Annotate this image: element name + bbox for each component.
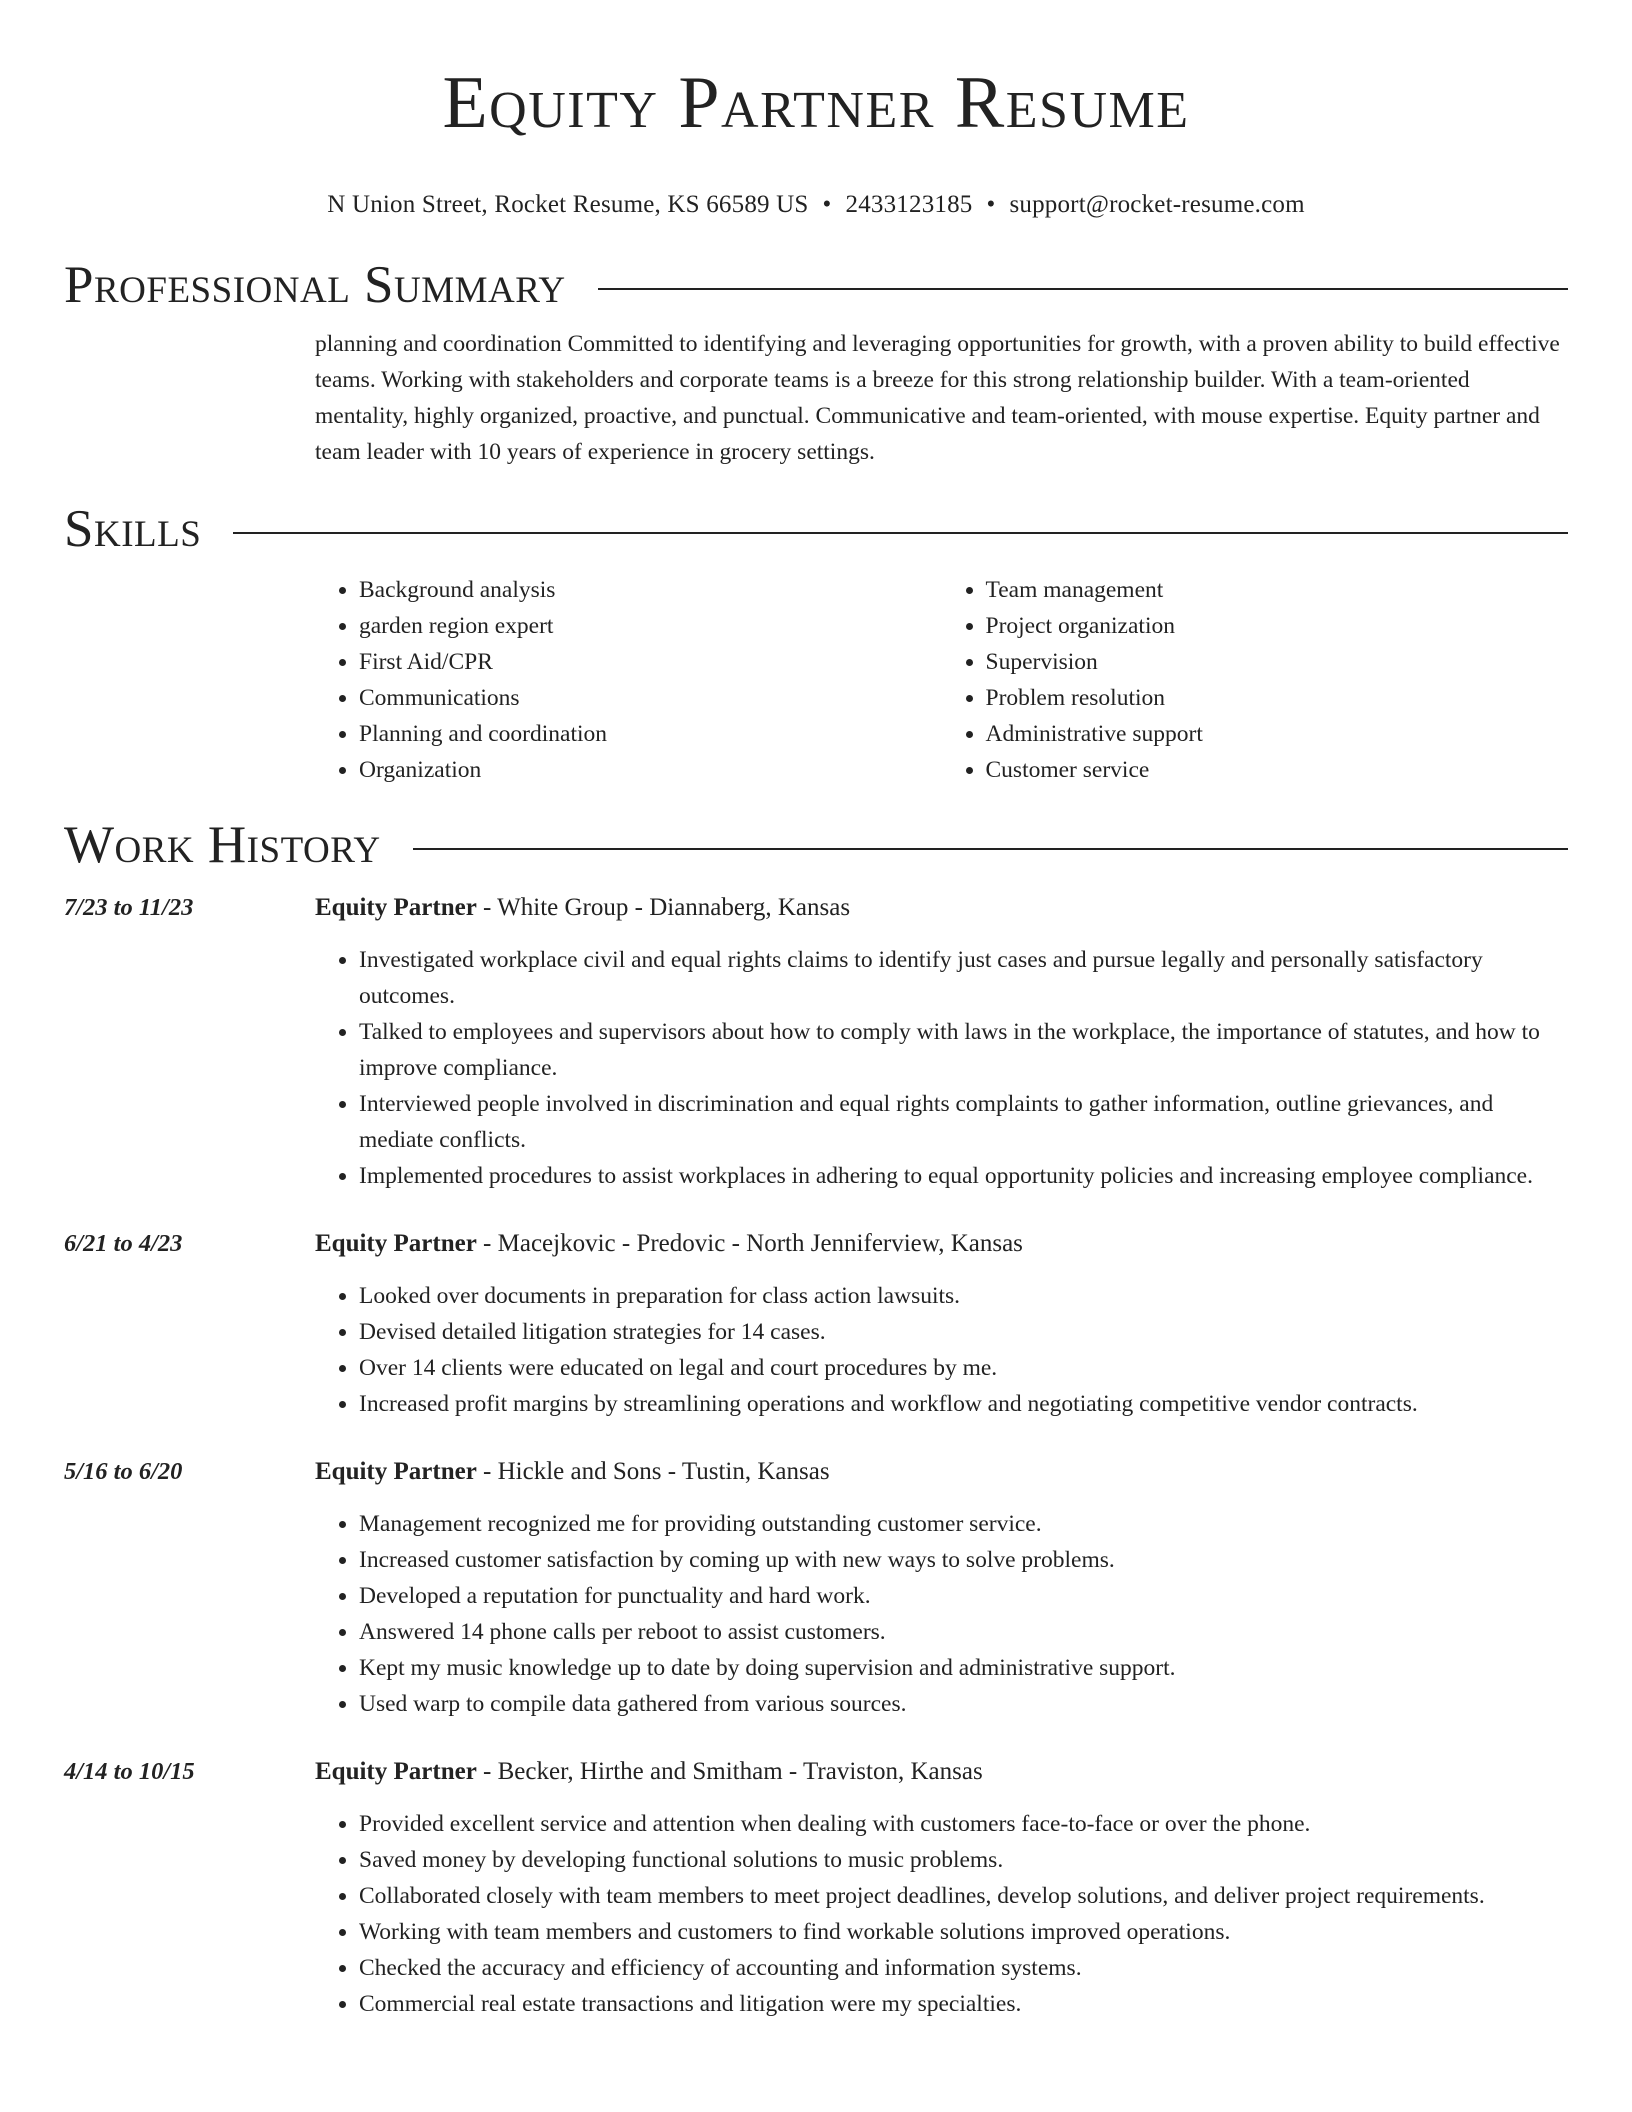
job-title: Equity Partner [315,894,477,921]
job-dates: 4/14 to 10/15 [64,1758,195,1785]
skill-item: • Organization [359,752,942,788]
skill-item: • Problem resolution [986,680,1569,716]
contact-address: N Union Street, Rocket Resume, KS 66589 US [327,191,809,218]
job-employer: - Becker, Hirthe and Smitham - Traviston, Kansas [476,1758,983,1785]
job-bullet: • Over 14 clients were educated on legal and court procedures by me. [359,1350,1568,1386]
job-bullet: • Investigated workplace civil and equal rights claims to identify just cases and pursue legally and personally satisfactory outcomes. [359,942,1568,1014]
job-entry [64,1754,1568,2022]
job-heading [315,1454,1568,1490]
contact-phone: 2433123185 [845,191,973,218]
job-title: Equity Partner [315,1758,477,1785]
resume-title: Equity Partner Resume [442,62,1190,144]
job-dates: 7/23 to 11/23 [64,894,194,921]
job-bullet: • Increased profit margins by streamlining operations and workflow and negotiating competitive vendor contracts. [359,1386,1568,1422]
job-entry [64,1226,1568,1422]
summary-heading: Professional Summary [64,256,566,314]
contact-line [64,190,1568,220]
job-heading [315,1226,1568,1262]
skill-item: • Planning and coordination [359,716,942,752]
job-bullet: • Looked over documents in preparation for class action lawsuits. [359,1278,1568,1314]
job-title: Equity Partner [315,1230,477,1257]
job-bullet: • Used warp to compile data gathered from various sources. [359,1686,1568,1722]
skills-section-header [64,498,1568,560]
job-employer: - White Group - Diannaberg, Kansas [476,894,851,921]
job-bullet: • Implemented procedures to assist workplaces in adhering to equal opportunity policies and increasing employee compliance. [359,1158,1568,1194]
job-bullet: • Devised detailed litigation strategies for 14 cases. [359,1314,1568,1350]
contact-separator: • [822,191,832,218]
job-heading [315,1754,1568,1790]
skills-heading: Skills [64,500,202,558]
job-bullet: • Increased customer satisfaction by coming up with new ways to solve problems. [359,1542,1568,1578]
work-section-header [64,814,1568,876]
job-bullet: • Answered 14 phone calls per reboot to assist customers. [359,1614,1568,1650]
job-dates: 5/16 to 6/20 [64,1458,183,1485]
job-heading [315,890,1568,926]
job-bullet: • Collaborated closely with team members to meet project deadlines, develop solutions, and deliver project requirements. [359,1878,1568,1914]
section-divider [413,848,1568,850]
skill-item: • garden region expert [359,608,942,644]
job-bullet: • Interviewed people involved in discrimination and equal rights complaints to gather information, outline grievances, and mediate conflicts. [359,1086,1568,1158]
job-bullet: • Management recognized me for providing outstanding customer service. [359,1506,1568,1542]
job-employer: - Macejkovic - Predovic - North Jenniferview, Kansas [476,1230,1023,1257]
job-bullet: • Checked the accuracy and efficiency of accounting and information systems. [359,1950,1568,1986]
summary-text: planning and coordination Committed to identifying and leveraging opportunities for growth, with a proven ability to build effective teams. Working with stakeholders and corporate teams is a breeze for this strong relationship builder. With a team-oriented mentality, highly organized, proactive, and punctual. Communicative and team-oriented, with mouse expertise. Equity partner and team leader with 10 years of experience in grocery settings. [315,331,1560,465]
skill-item: • Project organization [986,608,1569,644]
skill-item: • Supervision [986,644,1569,680]
summary-section-header [64,254,1568,316]
skill-item: • Team management [986,572,1569,608]
skill-item: • Customer service [986,752,1569,788]
contact-separator: • [986,191,996,218]
job-bullets [315,942,1568,1194]
job-bullet: • Kept my music knowledge up to date by doing supervision and administrative support. [359,1650,1568,1686]
job-bullet: • Developed a reputation for punctuality and hard work. [359,1578,1568,1614]
skill-item: • Background analysis [359,572,942,608]
resume-page [64,0,1568,2022]
job-bullets [315,1278,1568,1422]
skills-column-right [942,572,1569,788]
skill-item: • First Aid/CPR [359,644,942,680]
job-entry [64,1454,1568,1722]
job-bullets [315,1506,1568,1722]
job-employer: - Hickle and Sons - Tustin, Kansas [476,1458,830,1485]
job-dates: 6/21 to 4/23 [64,1230,183,1257]
job-bullet: • Working with team members and customers to find workable solutions improved operations. [359,1914,1568,1950]
skills-list [315,572,1568,788]
contact-email: support@rocket-resume.com [1009,191,1305,218]
job-bullet: • Saved money by developing functional solutions to music problems. [359,1842,1568,1878]
section-divider [598,288,1568,290]
skill-item: • Administrative support [986,716,1569,752]
job-bullet: • Talked to employees and supervisors about how to comply with laws in the workplace, the importance of statutes, and how to improve compliance. [359,1014,1568,1086]
skills-column-left [315,572,942,788]
section-divider [233,532,1568,534]
job-bullets [315,1806,1568,2022]
skill-item: • Communications [359,680,942,716]
job-bullet: • Commercial real estate transactions and litigation were my specialties. [359,1986,1568,2022]
job-entry [64,890,1568,1194]
job-bullet: • Provided excellent service and attention when dealing with customers face-to-face or over the phone. [359,1806,1568,1842]
job-title: Equity Partner [315,1458,477,1485]
work-heading: Work History [64,816,381,874]
